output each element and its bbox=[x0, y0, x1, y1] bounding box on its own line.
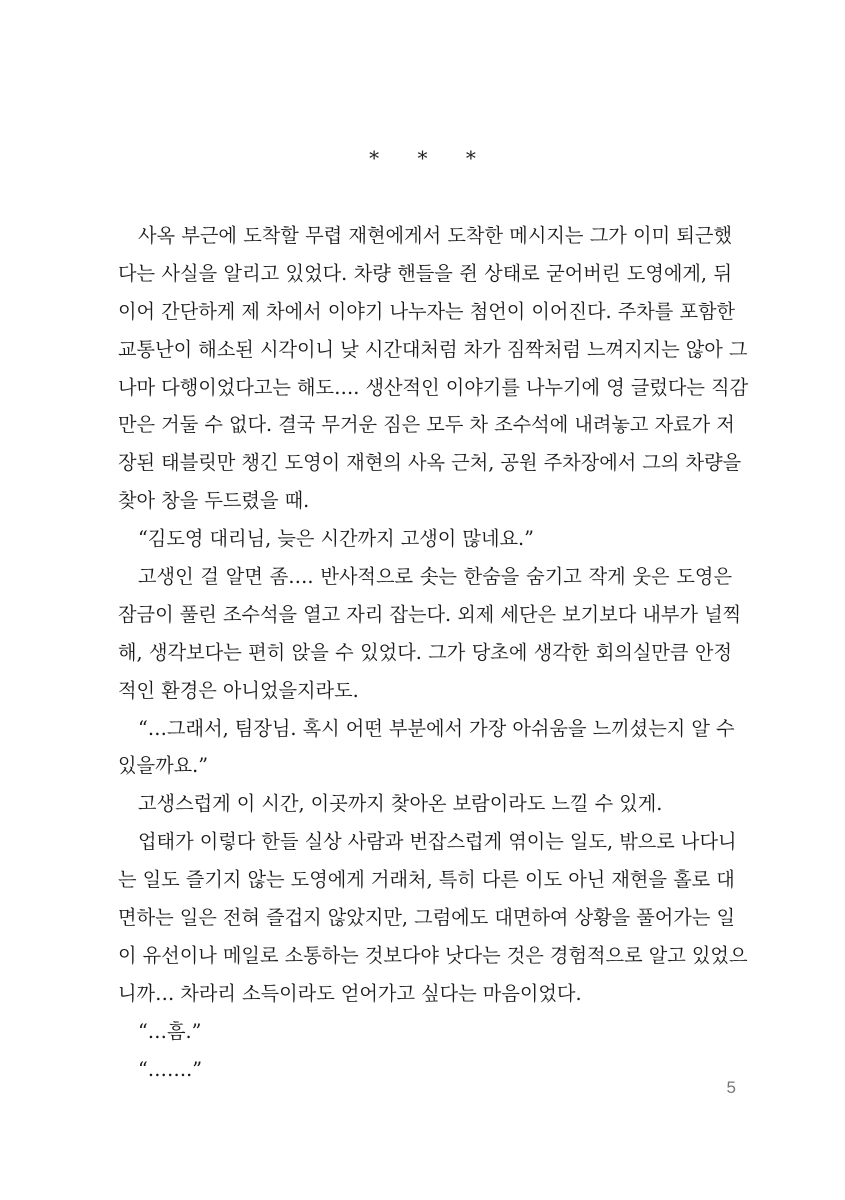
text-line: 니까… 차라리 소득이라도 얻어가고 싶다는 마음이었다. bbox=[118, 981, 582, 1005]
text-line: “…흠.” bbox=[138, 1019, 202, 1043]
text-line: “…….” bbox=[138, 1057, 203, 1081]
scene-separator: * * * bbox=[369, 146, 492, 170]
text-line: 이어 간단하게 제 차에서 이야기 나누자는 첨언이 이어진다. 주차를 포함한 bbox=[118, 299, 736, 323]
text-line: 적인 환경은 아니었을지라도. bbox=[118, 678, 359, 702]
text-line: 나마 다행이었다고는 해도…. 생산적인 이야기를 나누기에 영 글렀다는 직감 bbox=[118, 375, 749, 399]
text-line: “…그래서, 팀장님. 혹시 어떤 부분에서 가장 아쉬움을 느끼셨는지 알 수 bbox=[138, 716, 735, 740]
text-line: 해, 생각보다는 편히 앉을 수 있었다. 그가 당초에 생각한 회의실만큼 안정 bbox=[118, 640, 732, 664]
page-number: 5 bbox=[726, 1078, 736, 1097]
text-line: 업태가 이렇다 한들 실상 사람과 번잡스럽게 엮이는 일도, 밖으로 나다니 bbox=[138, 830, 737, 854]
text-line: “김도영 대리님, 늦은 시간까지 고생이 많네요.” bbox=[138, 527, 534, 551]
text-line: 찾아 창을 두드렸을 때. bbox=[118, 489, 310, 513]
text-line: 는 일도 즐기지 않는 도영에게 거래처, 특히 다른 이도 아닌 재현을 홀로 대 bbox=[118, 868, 735, 892]
text-line: 다는 사실을 알리고 있었다. 차량 핸들을 쥔 상태로 굳어버린 도영에게, 뒤 bbox=[118, 261, 732, 285]
body-text bbox=[118, 217, 749, 1088]
text-line: 사옥 부근에 도착할 무렵 재현에게서 도착한 메시지는 그가 이미 퇴근했 bbox=[138, 224, 732, 247]
text-line: 장된 태블릿만 챙긴 도영이 재현의 사옥 근처, 공원 주차장에서 그의 차량을 bbox=[118, 451, 742, 475]
text-line: 고생인 걸 알면 좀…. 반사적으로 솟는 한숨을 숨기고 작게 웃은 도영은 bbox=[138, 565, 732, 589]
text-line: 교통난이 해소된 시각이니 낮 시간대처럼 차가 짐짝처럼 느껴지지는 않아 그 bbox=[118, 337, 748, 361]
text-line: 만은 거둘 수 없다. 결국 무거운 짐은 모두 차 조수석에 내려놓고 자료가 저 bbox=[118, 413, 735, 437]
text-line: 잠금이 풀린 조수석을 열고 자리 잡는다. 외제 세단은 보기보다 내부가 널찍 bbox=[118, 602, 742, 626]
text-line: 면하는 일은 전혀 즐겁지 않았지만, 그럼에도 대면하여 상황을 풀어가는 일 bbox=[118, 906, 736, 930]
text-line: 고생스럽게 이 시간, 이곳까지 찾아온 보람이라도 느낄 수 있게. bbox=[138, 792, 663, 816]
text-line: 있을까요.” bbox=[118, 754, 209, 778]
text-line: 이 유선이나 메일로 소통하는 것보다야 낫다는 것은 경험적으로 알고 있었으 bbox=[118, 943, 748, 967]
